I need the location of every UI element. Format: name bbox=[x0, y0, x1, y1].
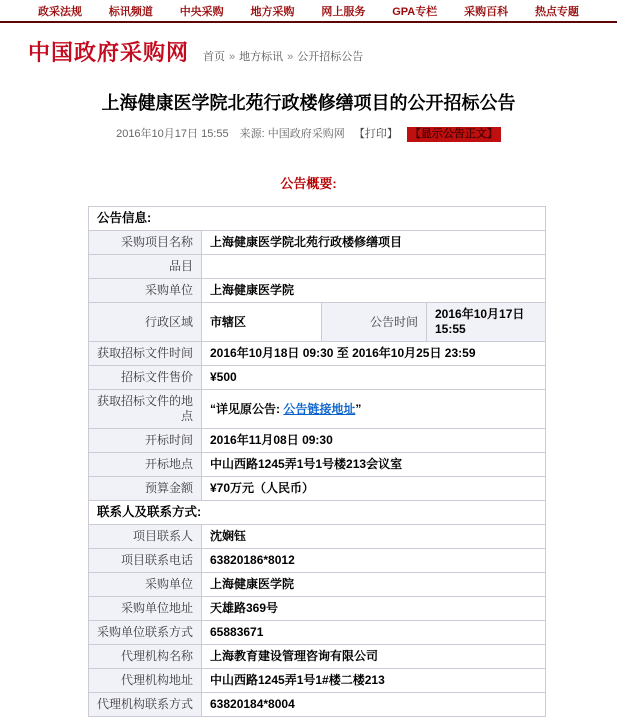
nav-item-online-services[interactable]: 网上服务 bbox=[321, 6, 366, 18]
field-value-purchaser: 上海健康医学院 bbox=[202, 279, 546, 303]
field-value-doc-price: ¥500 bbox=[202, 366, 546, 390]
field-label: 招标文件售价 bbox=[89, 366, 202, 390]
summary-heading: 公告概要: bbox=[280, 176, 337, 191]
field-value-purchaser-name: 上海健康医学院 bbox=[202, 573, 546, 597]
nav-item-regulations[interactable]: 政采法规 bbox=[38, 6, 82, 18]
field-label: 预算金额 bbox=[89, 477, 202, 501]
nav-item-tender-channel[interactable]: 标讯频道 bbox=[108, 6, 153, 18]
site-logo[interactable]: 中国政府采购网 bbox=[28, 40, 190, 65]
nav-item-local-procurement[interactable]: 地方采购 bbox=[250, 6, 295, 18]
field-value-budget: ¥70万元（人民币） bbox=[202, 477, 546, 501]
table-row bbox=[89, 645, 546, 669]
field-value-region: 市辖区 bbox=[202, 303, 322, 342]
nav-item-gpa-column[interactable]: GPA专栏 bbox=[392, 6, 438, 18]
field-value-bid-opening-time: 2016年11月08日 09:30 bbox=[202, 429, 546, 453]
table-row bbox=[89, 693, 546, 717]
table-row bbox=[89, 342, 546, 366]
print-button[interactable]: 【打印】 bbox=[353, 128, 398, 140]
doc-location-prefix: “详见原公告: bbox=[210, 401, 284, 416]
field-value-purchaser-contact: 65883671 bbox=[202, 621, 546, 645]
notice-summary-table bbox=[88, 206, 546, 717]
field-value-project-name: 上海健康医学院北苑行政楼修缮项目 bbox=[202, 231, 546, 255]
field-label: 项目联系人 bbox=[89, 525, 202, 549]
field-label: 品目 bbox=[89, 255, 202, 279]
field-value-purchaser-address: 天雄路369号 bbox=[202, 597, 546, 621]
section-header-row bbox=[89, 207, 546, 231]
field-label: 开标时间 bbox=[89, 429, 202, 453]
table-row bbox=[89, 573, 546, 597]
doc-location-suffix: ” bbox=[355, 401, 362, 416]
field-label: 行政区域 bbox=[89, 303, 202, 342]
field-label: 采购单位地址 bbox=[89, 597, 202, 621]
breadcrumb-section[interactable]: 地方标讯 bbox=[239, 51, 284, 63]
article-meta bbox=[0, 125, 617, 141]
field-value-agency-name: 上海教育建设管理咨询有限公司 bbox=[202, 645, 546, 669]
section-header-announcement-info: 公告信息: bbox=[89, 207, 546, 231]
table-row bbox=[89, 597, 546, 621]
field-label-announce-time: 公告时间 bbox=[322, 303, 427, 342]
breadcrumb-separator: » bbox=[287, 51, 294, 63]
table-row bbox=[89, 453, 546, 477]
field-label: 项目联系电话 bbox=[89, 549, 202, 573]
table-row bbox=[89, 366, 546, 390]
table-row bbox=[89, 255, 546, 279]
field-value-bid-opening-place: 中山西路1245弄1号1号楼213会议室 bbox=[202, 453, 546, 477]
section-header-row bbox=[89, 501, 546, 525]
breadcrumb-separator: » bbox=[229, 51, 236, 63]
field-label: 代理机构联系方式 bbox=[89, 693, 202, 717]
table-row bbox=[89, 525, 546, 549]
section-header-contact-info: 联系人及联系方式: bbox=[89, 501, 546, 525]
field-label: 采购单位 bbox=[89, 279, 202, 303]
field-label: 代理机构地址 bbox=[89, 669, 202, 693]
table-row bbox=[89, 621, 546, 645]
table-row bbox=[89, 429, 546, 453]
table-row bbox=[89, 303, 546, 342]
nav-item-central-procurement[interactable]: 中央采购 bbox=[179, 6, 224, 18]
nav-item-procurement-wiki[interactable]: 采购百科 bbox=[464, 6, 509, 18]
page-title: 上海健康医学院北苑行政楼修缮项目的公开招标公告 bbox=[101, 93, 516, 113]
announcement-link[interactable]: 公告链接地址 bbox=[283, 401, 356, 416]
table-row bbox=[89, 477, 546, 501]
page-header bbox=[0, 23, 617, 67]
breadcrumb-home[interactable]: 首页 bbox=[203, 51, 226, 63]
article-source: 来源: 中国政府采购网 bbox=[239, 128, 345, 140]
field-value-contact-person: 沈娴钰 bbox=[202, 525, 546, 549]
field-label: 获取招标文件的地点 bbox=[89, 390, 202, 429]
field-value-doc-location bbox=[202, 390, 546, 429]
field-label: 采购单位联系方式 bbox=[89, 621, 202, 645]
field-label: 代理机构名称 bbox=[89, 645, 202, 669]
table-row bbox=[89, 549, 546, 573]
field-label: 获取招标文件时间 bbox=[89, 342, 202, 366]
field-label: 采购项目名称 bbox=[89, 231, 202, 255]
table-row bbox=[89, 231, 546, 255]
table-row bbox=[89, 279, 546, 303]
field-label: 开标地点 bbox=[89, 453, 202, 477]
nav-item-hot-topics[interactable]: 热点专题 bbox=[534, 6, 579, 18]
breadcrumb bbox=[203, 48, 363, 64]
field-value-announce-time: 2016年10月17日 15:55 bbox=[427, 303, 546, 342]
table-row bbox=[89, 390, 546, 429]
field-value-category bbox=[202, 255, 546, 279]
field-value-agency-contact: 63820184*8004 bbox=[202, 693, 546, 717]
publish-datetime: 2016年10月17日 15:55 bbox=[116, 128, 229, 140]
field-value-contact-phone: 63820186*8012 bbox=[202, 549, 546, 573]
show-announcement-body-button[interactable]: 【显示公告正文】 bbox=[407, 127, 501, 142]
breadcrumb-current: 公开招标公告 bbox=[297, 51, 364, 63]
top-nav bbox=[0, 0, 617, 21]
field-label: 采购单位 bbox=[89, 573, 202, 597]
field-value-doc-obtain-time: 2016年10月18日 09:30 至 2016年10月25日 23:59 bbox=[202, 342, 546, 366]
field-value-agency-address: 中山西路1245弄1号1#楼二楼213 bbox=[202, 669, 546, 693]
